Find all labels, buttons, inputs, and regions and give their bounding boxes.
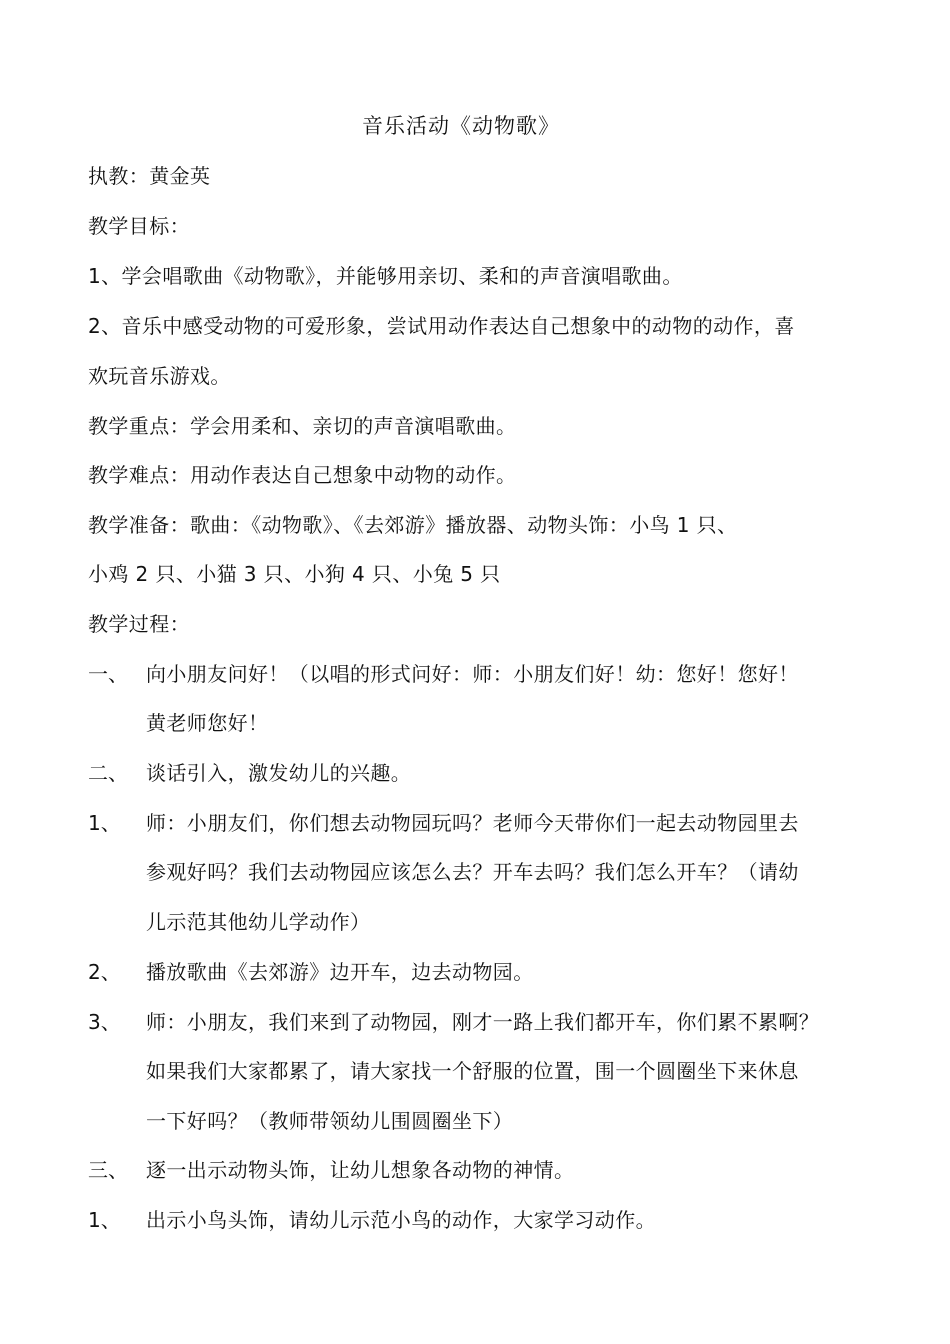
process-heading: 教学过程： [88, 612, 190, 636]
step-three-marker: 三、 [88, 1158, 128, 1182]
step-two-1-line-1: 师：小朋友们，你们想去动物园玩吗？老师今天带你们一起去动物园里去 [146, 811, 799, 835]
step-two-1-marker: 1、 [88, 811, 121, 835]
step-two-3-line-1: 师：小朋友，我们来到了动物园，刚才一路上我们都开车，你们累不累啊？ [146, 1010, 820, 1034]
document-title: 音乐活动《动物歌》 [362, 114, 560, 138]
step-two-1-line-3: 儿示范其他幼儿学动作） [146, 910, 371, 934]
step-two-3-line-2: 如果我们大家都累了，请大家找一个舒服的位置，围一个圆圈坐下来休息 [146, 1059, 799, 1083]
step-one-line-2: 黄老师您好！ [146, 711, 269, 735]
step-two-3-line-3: 一下好吗？（教师带领幼儿围圆圈坐下） [146, 1109, 514, 1133]
step-three-line-1: 逐一出示动物头饰，让幼儿想象各动物的神情。 [146, 1158, 575, 1182]
goal-1: 1、学会唱歌曲《动物歌》，并能够用亲切、柔和的声音演唱歌曲。 [88, 264, 683, 288]
step-two-line-1: 谈话引入，激发幼儿的兴趣。 [146, 761, 412, 785]
step-two-3-marker: 3、 [88, 1010, 121, 1034]
teacher-line: 执教：黄金英 [88, 164, 211, 188]
step-one-line-1: 向小朋友问好！（以唱的形式问好：师：小朋友们好！幼：您好！您好！ [146, 662, 799, 686]
step-two-marker: 二、 [88, 761, 128, 785]
step-three-1-marker: 1、 [88, 1208, 121, 1232]
step-one-marker: 一、 [88, 662, 128, 686]
step-two-2-line-1: 播放歌曲《去郊游》边开车，边去动物园。 [146, 960, 534, 984]
goals-heading: 教学目标： [88, 214, 190, 238]
difficulty: 教学难点：用动作表达自己想象中动物的动作。 [88, 463, 517, 487]
step-two-1-line-2: 参观好吗？我们去动物园应该怎么去？开车去吗？我们怎么开车？（请幼 [146, 860, 799, 884]
preparation-line-1: 教学准备：歌曲：《动物歌》、《去郊游》播放器、动物头饰：小鸟 1 只、 [88, 513, 738, 537]
goal-2-line-2: 欢玩音乐游戏。 [88, 364, 231, 388]
step-two-2-marker: 2、 [88, 960, 121, 984]
key-point: 教学重点：学会用柔和、亲切的声音演唱歌曲。 [88, 414, 517, 438]
preparation-line-2: 小鸡 2 只、小猫 3 只、小狗 4 只、小兔 5 只 [88, 562, 501, 586]
goal-2-line-1: 2、音乐中感受动物的可爱形象，尝试用动作表达自己想象中的动物的动作，喜 [88, 314, 795, 338]
step-three-1-line-1: 出示小鸟头饰，请幼儿示范小鸟的动作，大家学习动作。 [146, 1208, 656, 1232]
